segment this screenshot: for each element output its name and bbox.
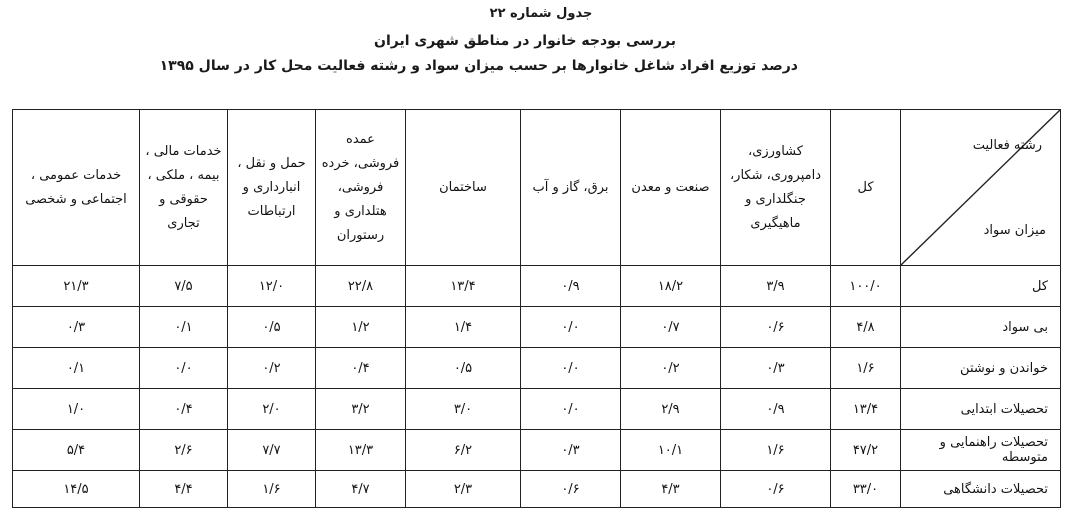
table-cell: ۷/۷ [228, 430, 316, 471]
table-cell: ۴/۷ [316, 471, 406, 508]
table-cell: ۰/۳ [521, 430, 621, 471]
table-cell: ۰/۹ [721, 389, 831, 430]
table-cell: ۴/۳ [621, 471, 721, 508]
column-header: کل [831, 110, 901, 266]
row-label: خواندن و نوشتن [901, 348, 1061, 389]
table-cell: ۰/۲ [228, 348, 316, 389]
literacy-axis-label: میزان سواد [983, 223, 1046, 238]
table-cell: ۰/۰ [521, 307, 621, 348]
table-cell: ۱۴/۵ [13, 471, 140, 508]
table-row [13, 471, 1061, 508]
table-cell: ۳/۹ [721, 266, 831, 307]
table-cell: ۰/۶ [721, 307, 831, 348]
table-cell: ۰/۱ [13, 348, 140, 389]
table-cell: ۳/۰ [406, 389, 521, 430]
table-row [13, 348, 1061, 389]
row-label: تحصیلات راهنمایی و متوسطه [901, 430, 1061, 471]
row-label: تحصیلات دانشگاهی [901, 471, 1061, 508]
table-cell: ۰/۶ [521, 471, 621, 508]
table-cell: ۲/۰ [228, 389, 316, 430]
activity-axis-label: رشته فعالیت [972, 138, 1042, 153]
column-header: عمده فروشی، خرده فروشی، هتلداری و رستوران [316, 110, 406, 266]
table-row [13, 307, 1061, 348]
column-header: صنعت و معدن [621, 110, 721, 266]
table-cell: ۰/۷ [621, 307, 721, 348]
table-cell: ۰/۵ [406, 348, 521, 389]
table-cell: ۱/۶ [228, 471, 316, 508]
table-cell: ۰/۳ [13, 307, 140, 348]
table-cell: ۰/۰ [140, 348, 228, 389]
table-subject: درصد توزیع افراد شاغل خانوارها بر حسب میزان سواد و رشته فعالیت محل کار در سال ۱۳۹۵ [159, 58, 798, 74]
table-cell: ۴/۴ [140, 471, 228, 508]
table-cell: ۲/۹ [621, 389, 721, 430]
column-header: خدمات عمومی ، اجتماعی و شخصی [13, 110, 140, 266]
table-cell: ۰/۲ [621, 348, 721, 389]
row-label: بی سواد [901, 307, 1061, 348]
table-row [13, 266, 1061, 307]
table-cell: ۱/۶ [721, 430, 831, 471]
survey-title: بررسی بودجه خانوار در مناطق شهری ایران [374, 33, 676, 49]
table-cell: ۰/۰ [521, 348, 621, 389]
table-cell: ۰/۱ [140, 307, 228, 348]
table-number: جدول شماره ۲۲ [489, 6, 593, 21]
table-cell: ۰/۵ [228, 307, 316, 348]
table-cell: ۲/۳ [406, 471, 521, 508]
table-cell: ۲۲/۸ [316, 266, 406, 307]
table-cell: ۱۰۰/۰ [831, 266, 901, 307]
table-cell: ۷/۵ [140, 266, 228, 307]
table-cell: ۳/۲ [316, 389, 406, 430]
table-cell: ۱۲/۰ [228, 266, 316, 307]
table-cell: ۰/۴ [316, 348, 406, 389]
table-cell: ۴۷/۲ [831, 430, 901, 471]
corner-header-cell [901, 110, 1061, 266]
table-cell: ۱۳/۳ [316, 430, 406, 471]
column-header: خدمات مالی ، بیمه ، ملکی ، حقوقی و تجاری [140, 110, 228, 266]
table-row [13, 430, 1061, 471]
column-header: برق، گاز و آب [521, 110, 621, 266]
table-cell: ۰/۹ [521, 266, 621, 307]
table-cell: ۱۰/۱ [621, 430, 721, 471]
table-cell: ۰/۰ [521, 389, 621, 430]
table-cell: ۰/۴ [140, 389, 228, 430]
row-label: تحصیلات ابتدایی [901, 389, 1061, 430]
table-cell: ۰/۳ [721, 348, 831, 389]
column-header: ساختمان [406, 110, 521, 266]
table-cell: ۰/۶ [721, 471, 831, 508]
table-cell: ۱/۶ [831, 348, 901, 389]
table-cell: ۱۳/۴ [406, 266, 521, 307]
table-cell: ۱/۴ [406, 307, 521, 348]
table-cell: ۵/۴ [13, 430, 140, 471]
table-cell: ۶/۲ [406, 430, 521, 471]
table-cell: ۴/۸ [831, 307, 901, 348]
data-table [12, 109, 1061, 508]
header-row [13, 110, 1061, 266]
column-header: حمل و نقل ، انبارداری و ارتباطات [228, 110, 316, 266]
table-cell: ۲۱/۳ [13, 266, 140, 307]
table-cell: ۱/۰ [13, 389, 140, 430]
table-cell: ۳۳/۰ [831, 471, 901, 508]
table-cell: ۲/۶ [140, 430, 228, 471]
table-cell: ۱/۲ [316, 307, 406, 348]
table-cell: ۱۸/۲ [621, 266, 721, 307]
row-label: کل [901, 266, 1061, 307]
column-header: کشاورزی، دامپروری، شکار، جنگلداری و ماهیگیری [721, 110, 831, 266]
table-row [13, 389, 1061, 430]
table-cell: ۱۳/۴ [831, 389, 901, 430]
